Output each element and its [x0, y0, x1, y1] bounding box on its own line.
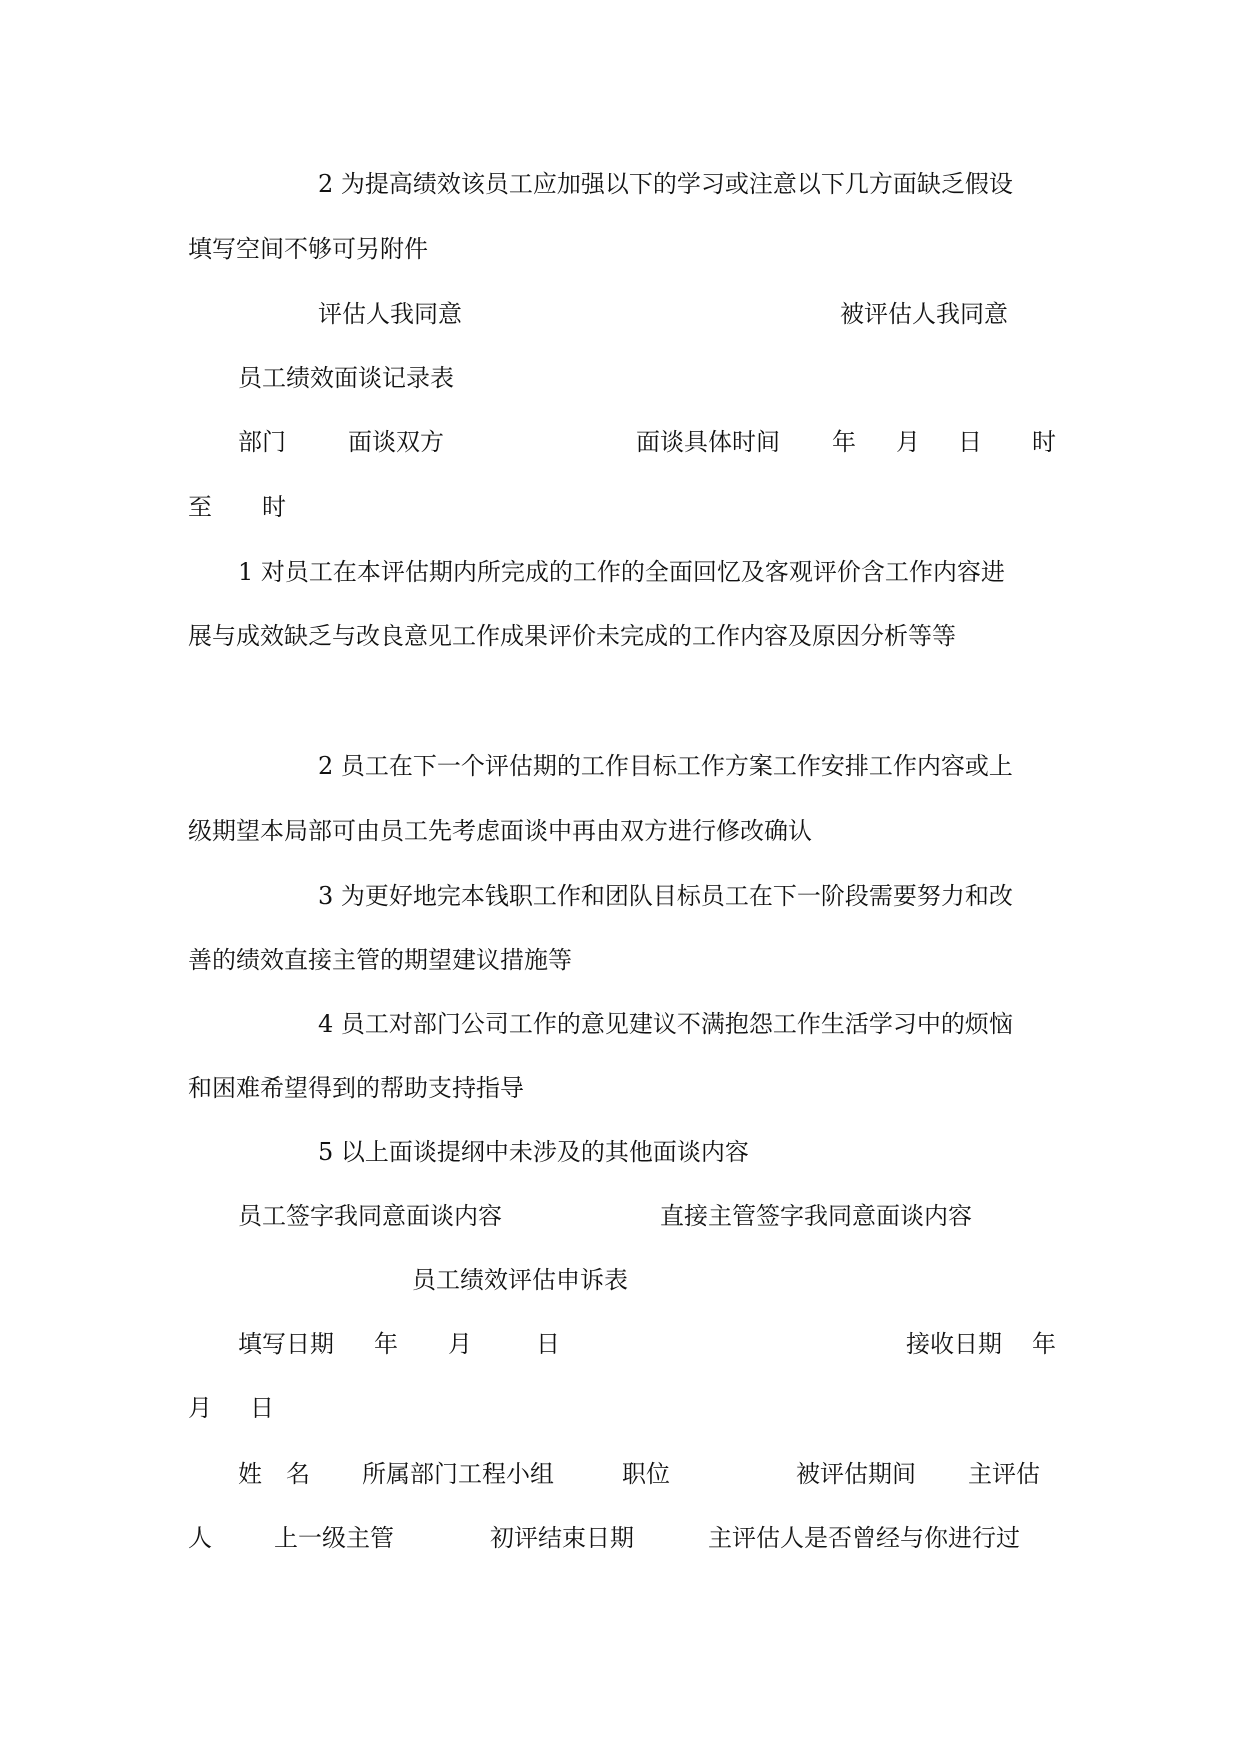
- text-line: 填写日期: [238, 1330, 334, 1358]
- text-line: 面谈具体时间: [636, 428, 780, 456]
- text-line: 日: [250, 1394, 274, 1422]
- text-line: 填写空间不够可另附件: [188, 235, 428, 263]
- text-line: 初评结束日期: [490, 1524, 634, 1552]
- text-line: 直接主管签字我同意面谈内容: [660, 1202, 972, 1230]
- text-line: 月: [188, 1394, 212, 1422]
- text-line: 主评估人是否曾经与你进行过: [708, 1524, 1020, 1552]
- text-line: 月: [448, 1330, 472, 1358]
- text-line: 面谈双方: [348, 428, 444, 456]
- text-line: 被评估期间: [796, 1460, 916, 1488]
- text-line: 评估人我同意: [318, 300, 462, 328]
- text-line: 年: [1032, 1330, 1056, 1358]
- text-line: 日: [536, 1330, 560, 1358]
- text-line: 职位: [622, 1460, 670, 1488]
- text-line: 日: [958, 428, 982, 456]
- text-line: 2 员工在下一个评估期的工作目标工作方案工作安排工作内容或上: [318, 752, 1013, 780]
- text-line: 和困难希望得到的帮助支持指导: [188, 1074, 524, 1102]
- text-line: 年: [374, 1330, 398, 1358]
- section-title: 员工绩效面谈记录表: [238, 364, 454, 392]
- text-line: 部门: [238, 428, 286, 456]
- text-line: 人: [188, 1524, 212, 1552]
- text-line: 4 员工对部门公司工作的意见建议不满抱怨工作生活学习中的烦恼: [318, 1010, 1013, 1038]
- section-title: 员工绩效评估申诉表: [412, 1266, 628, 1294]
- text-line: 名: [286, 1460, 310, 1488]
- text-line: 至: [188, 493, 212, 521]
- text-line: 年: [832, 428, 856, 456]
- text-line: 3 为更好地完本钱职工作和团队目标员工在下一阶段需要努力和改: [318, 882, 1013, 910]
- text-line: 5 以上面谈提纲中未涉及的其他面谈内容: [318, 1138, 749, 1166]
- text-line: 主评估: [968, 1460, 1040, 1488]
- text-line: 2 为提高绩效该员工应加强以下的学习或注意以下几方面缺乏假设: [318, 170, 1013, 198]
- text-line: 员工签字我同意面谈内容: [238, 1202, 502, 1230]
- text-line: 接收日期: [906, 1330, 1002, 1358]
- text-line: 被评估人我同意: [840, 300, 1008, 328]
- text-line: 1 对员工在本评估期内所完成的工作的全面回忆及客观评价含工作内容进: [238, 558, 1005, 586]
- text-line: 上一级主管: [274, 1524, 394, 1552]
- text-line: 展与成效缺乏与改良意见工作成果评价未完成的工作内容及原因分析等等: [188, 622, 956, 650]
- text-line: 善的绩效直接主管的期望建议措施等: [188, 946, 572, 974]
- text-line: 姓: [238, 1460, 262, 1488]
- text-line: 时: [262, 493, 286, 521]
- text-line: 月: [896, 428, 920, 456]
- text-line: 级期望本局部可由员工先考虑面谈中再由双方进行修改确认: [188, 817, 812, 845]
- text-line: 所属部门工程小组: [362, 1460, 554, 1488]
- text-line: 时: [1032, 428, 1056, 456]
